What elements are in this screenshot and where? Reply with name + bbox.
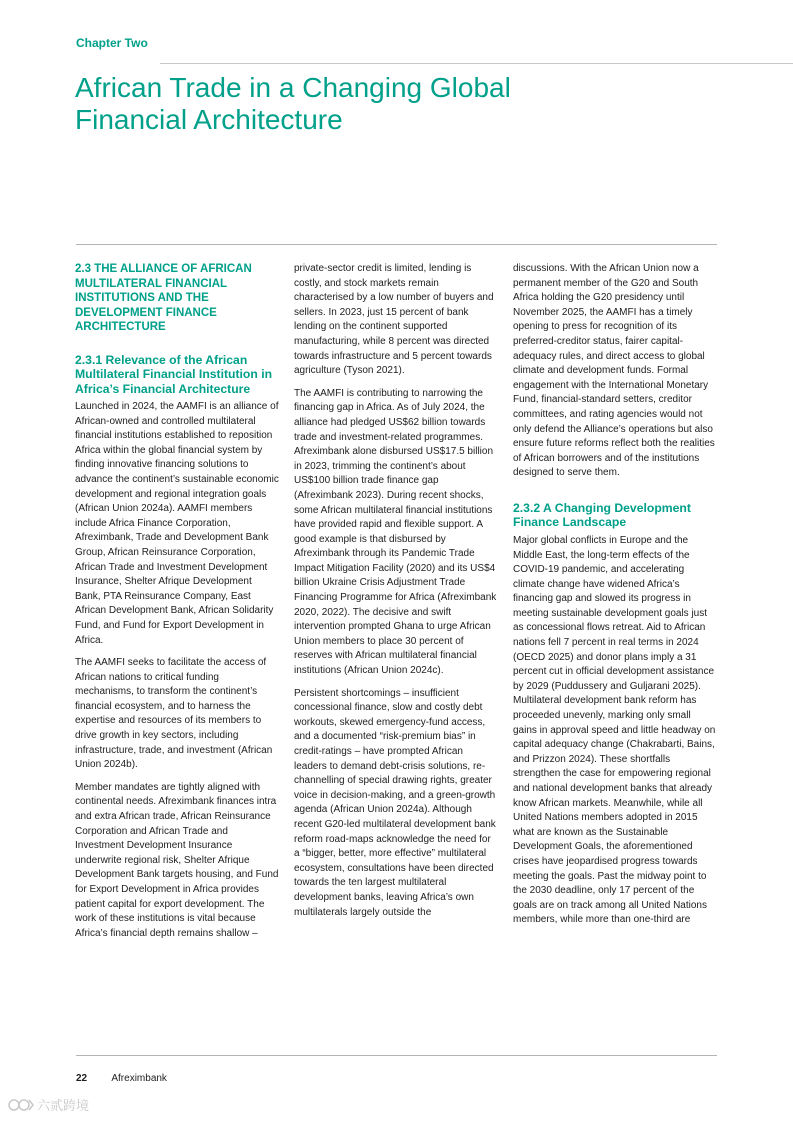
section-heading: 2.3 THE ALLIANCE OF AFRICAN MULTILATERAL FINANCIAL INSTITUTIONS AND THE DEVELOPMENT FINANCE ARCHITECTURE [75, 263, 252, 333]
footer-divider [76, 1055, 717, 1056]
watermark [8, 1095, 89, 1114]
watermark-logo-icon [8, 1097, 34, 1113]
text-column-3 [513, 262, 717, 936]
paragraph: Major global conflicts in Europe and the Middle East, the long-term effects of the COVID-19 pandemic, and accelerating climate change have widened Africa’s financing gap and slowed its progress in meeting sustainable development goals just as concessional flows retreat. Aid to African nations fell 7 percent in real terms in 2024 (OECD 2025) and donor plans imply a 31 percent cut in official development assistance by 2029 (Puddussery and Guljarani 2025). Multilateral development bank reform has proceeded unevenly, marking only small gains in approval speed and little headway on capital adequacy change (Chakrabarti, Bains, and Prizzon 2024). These shortfalls strengthen the case for empowering regional and national development banks that already know African markets. Meanwhile, while all United Nations members adopted in 2015 what are known as the Sustainable Development Goals, the aforementioned crises have jeopardised progress towards meeting the goals. Past the midway point to the 2030 deadline, only 17 percent of the goals are on track among all United Nations members, while more than one-third are [513, 534, 716, 926]
subsection-heading-2-3-2: 2.3.2 A Changing Development Finance Landscape [513, 500, 691, 530]
section-divider [76, 244, 717, 245]
subsection-heading-2-3-1: 2.3.1 Relevance of the African Multilateral Financial Institution in Africa’s Financial Architecture [75, 352, 273, 396]
paragraph: Launched in 2024, the AAMFI is an alliance of African-owned and controlled multilateral financial institutions established to reposition Africa within the global financial system by finding innovative financing solutions to advance the continent’s sustainable economic development and regional integration goals (African Union 2024a). AAMFI members include Africa Finance Corporation, Afreximbank, Trade and Development Bank Group, African Reinsurance Corporation, African Trade and Investment Development Insurance, Shelter Afrique Development Bank, PTA Reinsurance Company, East African Development Bank, African Solidarity Fund, and Fund for Export Development in Africa. [75, 401, 279, 646]
page-title: African Trade in a Changing Global Financial Architecture [75, 72, 511, 135]
paragraph: The AAMFI seeks to facilitate the access of African nations to critical funding mechanisms, to transform the continent’s financial ecosystem, and to harness the expertise and resources of its members to drive growth in key sectors, including infrastructure, trade, and investment (African Union 2024b). [75, 657, 273, 771]
paragraph: Persistent shortcomings – insufficient concessional finance, slow and costly debt workouts, skewed emergency-fund access, and a documented “risk-premium bias” in credit-ratings – have prompted African leaders to demand debt-crisis solutions, re-channelling of special drawing rights, greater voice in decision-making, and a green-growth agenda (African Union 2024a). Although recent G20-led multilateral development bank reform road-maps acknowledge the need for a “bigger, better, more effective” multilateral ecosystem, consultations have been directed towards the ten largest multilateral development banks, leaving Africa’s own multilaterals largely outside the [294, 687, 496, 918]
page-footer [76, 1073, 167, 1084]
paragraph: The AAMFI is contributing to narrowing the financing gap in Africa. As of July 2024, the alliance had pledged US$62 billion towards trade and investment-related programmes. Afreximbank alone disbursed US$17.5 billion in 2023, trimming the continent’s about US$100 billion trade finance gap (Afreximbank 2023). During recent shocks, some African multilateral financial institutions have provided rapid and flexible support. A good example is that disbursed by Afreximbank through its Pandemic Trade Impact Mitigation Facility (2020) and its US$4 billion Ukraine Crisis Adjustment Trade Financing Programme for Africa (Afreximbank 2020, 2022). The decisive and swift intervention prompted Ghana to urge African Union members to place 30 percent of reserves with African multilateral financial institutions (African Union 2024c). [294, 387, 497, 677]
paragraph: Member mandates are tightly aligned with continental needs. Afreximbank finances intra and extra African trade, African Reinsurance Corporation and African Trade and Investment Development Insurance underwrite regional risk, Shelter Afrique Development Bank targets housing, and Fund for Export Development in Africa provides patient capital for export development. The work of these institutions is vital because Africa’s financial depth remains shallow – [75, 781, 279, 939]
text-column-2 [294, 262, 498, 928]
paragraph: discussions. With the African Union now a permanent member of the G20 and South Africa holding the G20 presidency until November 2025, the AAMFI has a timely opening to press for recognition of its preferred-creditor status, fairer capital-adequacy rules, and direct access to global climate and development funds. Formal engagement with the International Monetary Fund, financial-standard setters, creditor committees, and rating agencies would not only defend the Alliance’s operations but also ensure future reforms reflect both the realities of African borrowers and of the institutions designed to serve them. [513, 263, 715, 479]
paragraph: private-sector credit is limited, lending is costly, and stock markets remain characterised by a low number of buyers and sellers. In 2023, just 15 percent of bank lending on the continent supported manufacturing, while 8 percent was directed towards infrastructure and 5 percent towards agriculture (Tyson 2021). [294, 263, 494, 377]
publisher-name: Afreximbank [111, 1073, 167, 1084]
page-number: 22 [76, 1073, 88, 1084]
text-column-1 [75, 262, 279, 949]
chapter-label: Chapter Two [76, 36, 148, 50]
header-divider [160, 63, 793, 64]
watermark-text: 六贰跨境 [37, 1098, 90, 1113]
